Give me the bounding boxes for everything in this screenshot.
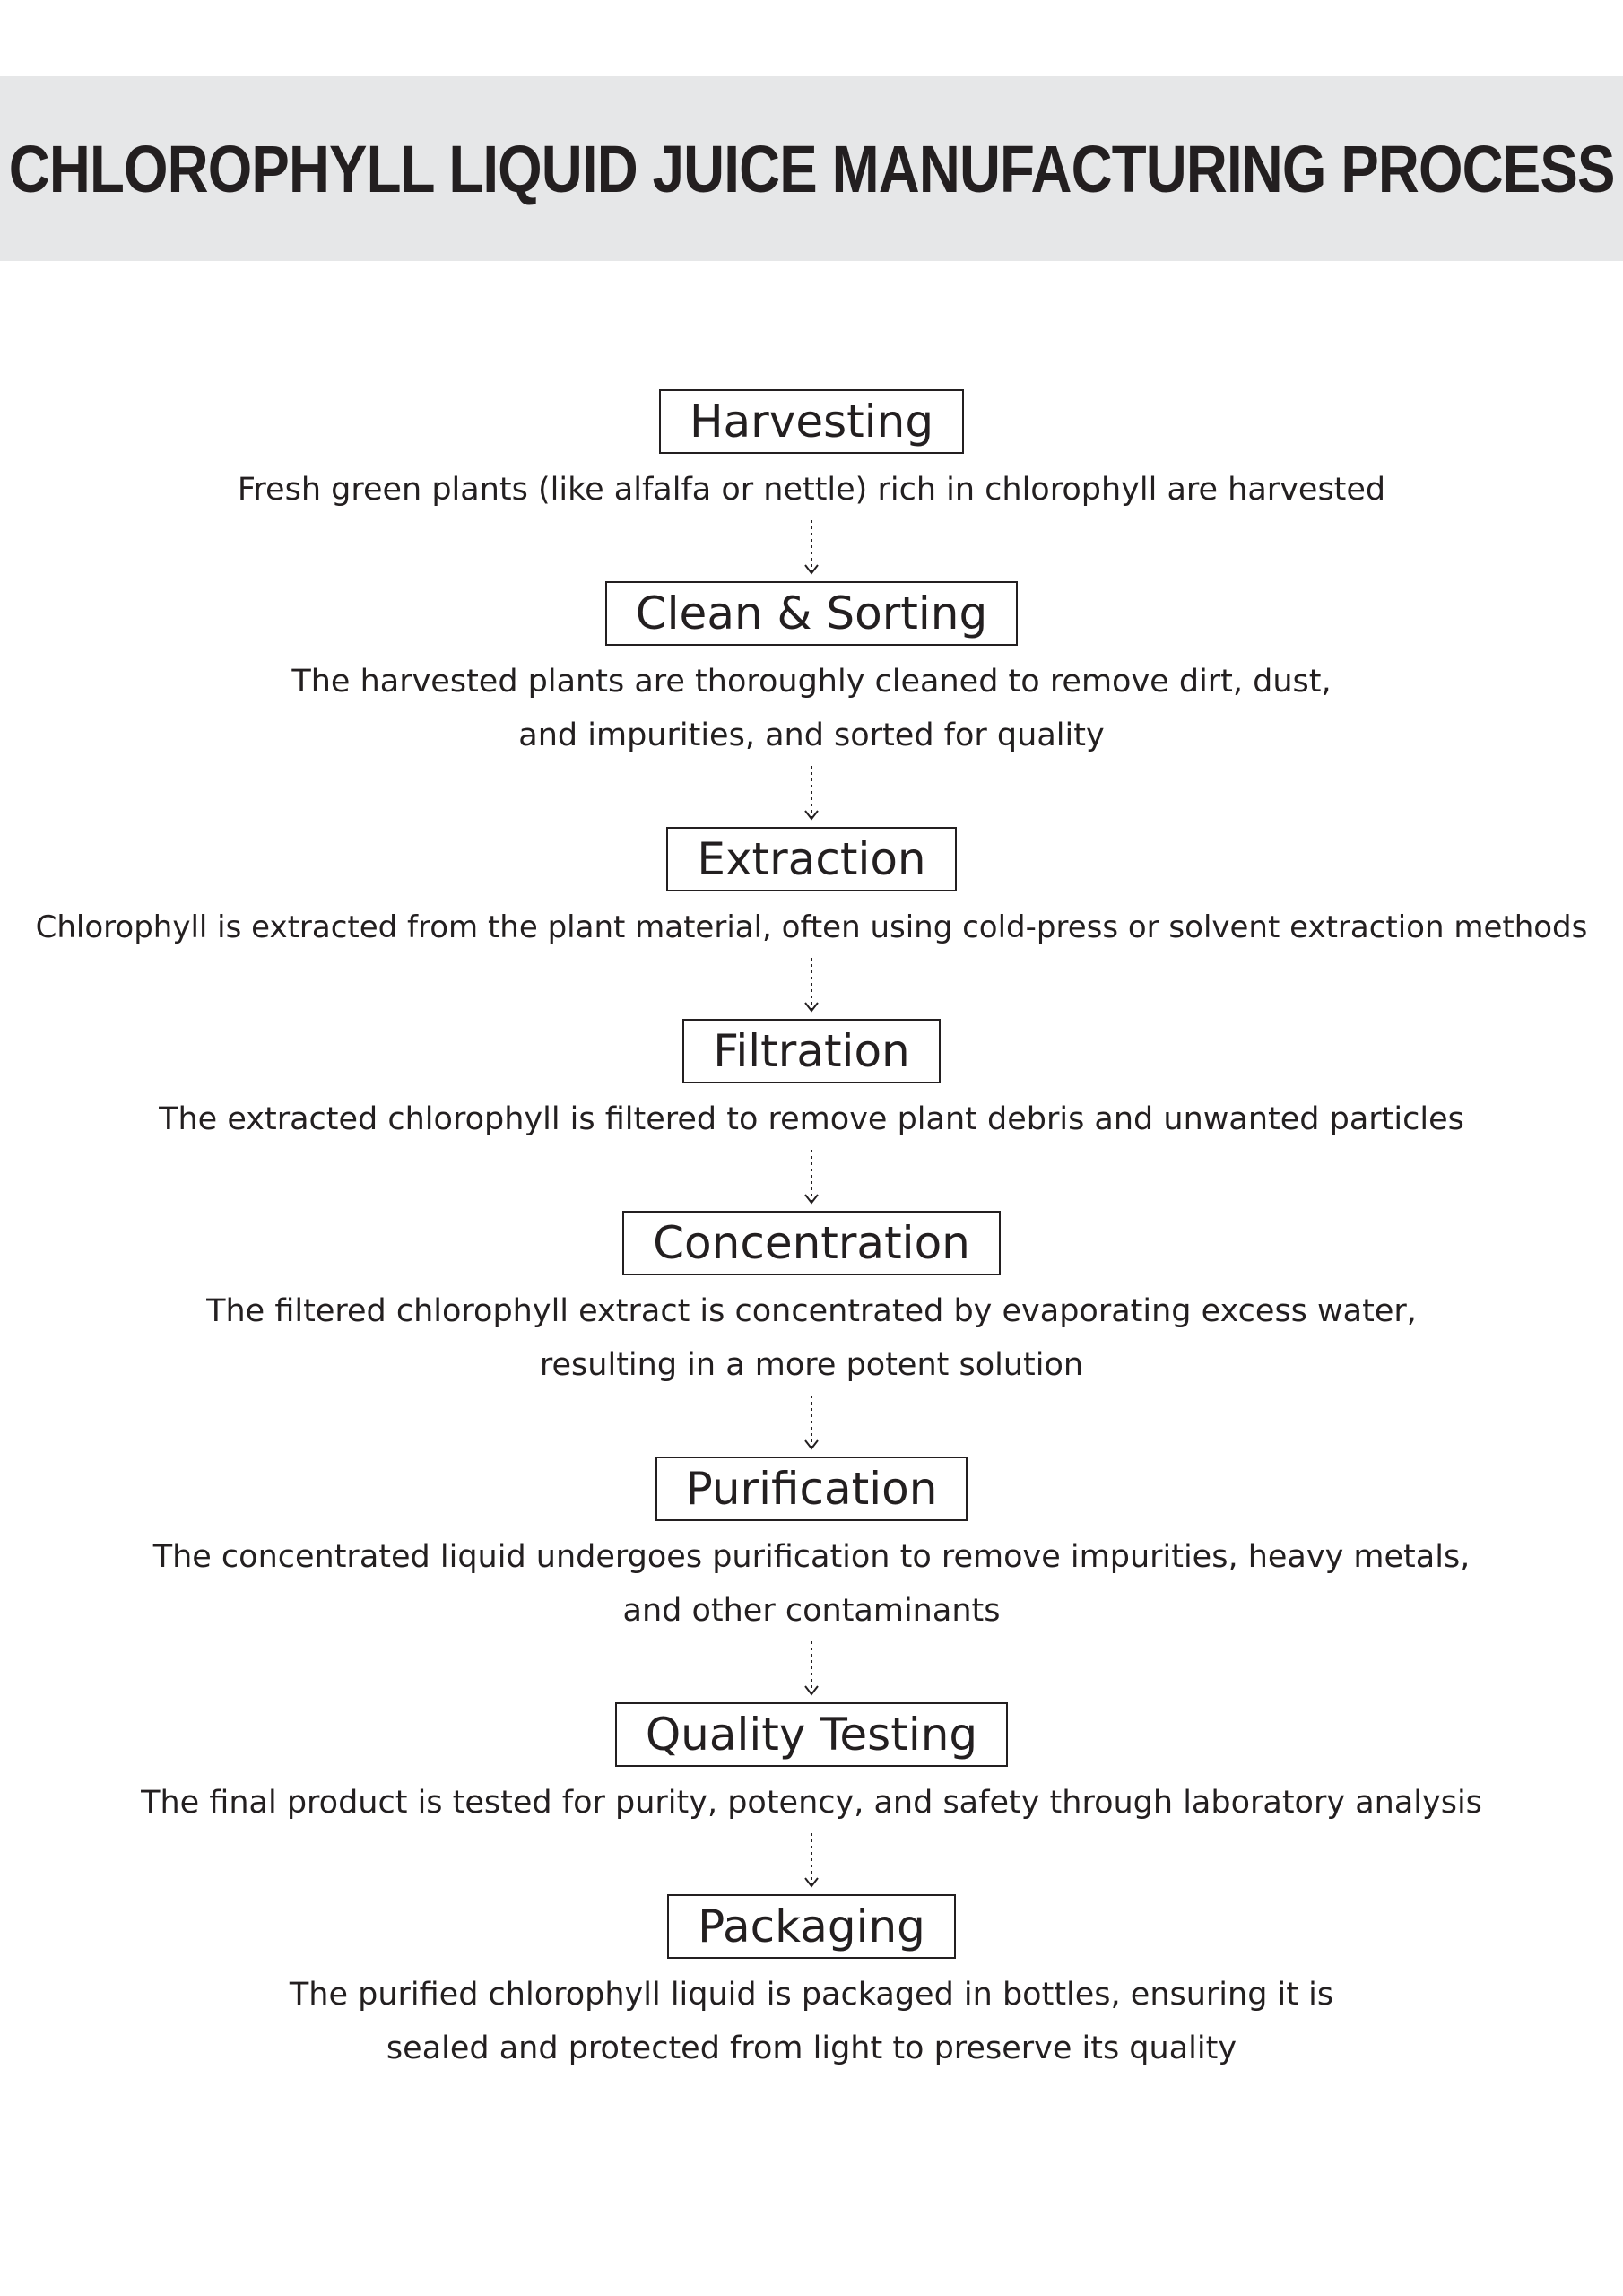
step-description-concentration — [206, 1284, 1417, 1392]
step-filtration — [159, 1019, 1464, 1146]
step-description-quality-testing — [141, 1776, 1482, 1830]
step-quality-testing — [141, 1702, 1482, 1830]
step-packaging — [290, 1894, 1333, 2075]
step-extraction — [36, 827, 1588, 954]
description-line: The filtered chlorophyll extract is concentrated by evaporating excess water, — [206, 1293, 1417, 1329]
description-line: resulting in a more potent solution — [539, 1347, 1084, 1383]
description-line: sealed and protected from light to preserve its quality — [386, 2031, 1237, 2066]
description-line: The final product is tested for purity, potency, and safety through laboratory analysis — [141, 1785, 1482, 1821]
description-line: and impurities, and sorted for quality — [518, 718, 1105, 753]
description-line: The concentrated liquid undergoes purification to remove impurities, heavy metals, — [152, 1539, 1471, 1575]
flow-arrow-down-icon — [803, 520, 820, 576]
description-line: The extracted chlorophyll is filtered to remove plant debris and unwanted particles — [159, 1101, 1464, 1137]
step-description-purification — [153, 1530, 1471, 1638]
title-banner — [0, 76, 1623, 261]
flow-arrow-down-icon — [803, 1833, 820, 1889]
description-line: Fresh green plants (like alfalfa or nettle) rich in chlorophyll are harvested — [237, 472, 1386, 508]
step-box-concentration: Concentration — [622, 1211, 1001, 1275]
step-box-packaging: Packaging — [667, 1894, 956, 1959]
step-box-purification: Purification — [655, 1457, 968, 1521]
step-box-quality-testing: Quality Testing — [615, 1702, 1008, 1767]
step-description-clean-sorting — [291, 655, 1331, 762]
flow-arrow-down-icon — [803, 1641, 820, 1697]
flow-arrow-down-icon — [803, 1396, 820, 1451]
step-box-extraction: Extraction — [666, 827, 956, 891]
step-harvesting — [238, 389, 1385, 517]
step-box-clean-sorting: Clean & Sorting — [605, 581, 1018, 646]
step-concentration — [206, 1211, 1417, 1392]
step-box-harvesting: Harvesting — [659, 389, 964, 454]
flow-arrow-down-icon — [803, 1150, 820, 1205]
step-description-filtration — [159, 1092, 1464, 1146]
flow-arrow-down-icon — [803, 958, 820, 1013]
flow-arrow-down-icon — [803, 766, 820, 822]
step-purification — [153, 1457, 1471, 1638]
description-line: and other contaminants — [622, 1593, 1001, 1629]
page-title: CHLOROPHYLL LIQUID JUICE MANUFACTURING PROCESS — [8, 131, 1615, 206]
description-line: The harvested plants are thoroughly cleaned to remove dirt, dust, — [291, 664, 1332, 700]
process-flow — [0, 389, 1623, 2075]
description-line: Chlorophyll is extracted from the plant material, often using cold-press or solvent extraction methods — [35, 909, 1588, 945]
step-description-packaging — [290, 1968, 1333, 2075]
step-box-filtration: Filtration — [682, 1019, 940, 1083]
step-description-harvesting — [238, 463, 1385, 517]
step-clean-sorting — [291, 581, 1331, 762]
step-description-extraction — [36, 900, 1588, 954]
description-line: The purified chlorophyll liquid is packaged in bottles, ensuring it is — [289, 1977, 1334, 2013]
